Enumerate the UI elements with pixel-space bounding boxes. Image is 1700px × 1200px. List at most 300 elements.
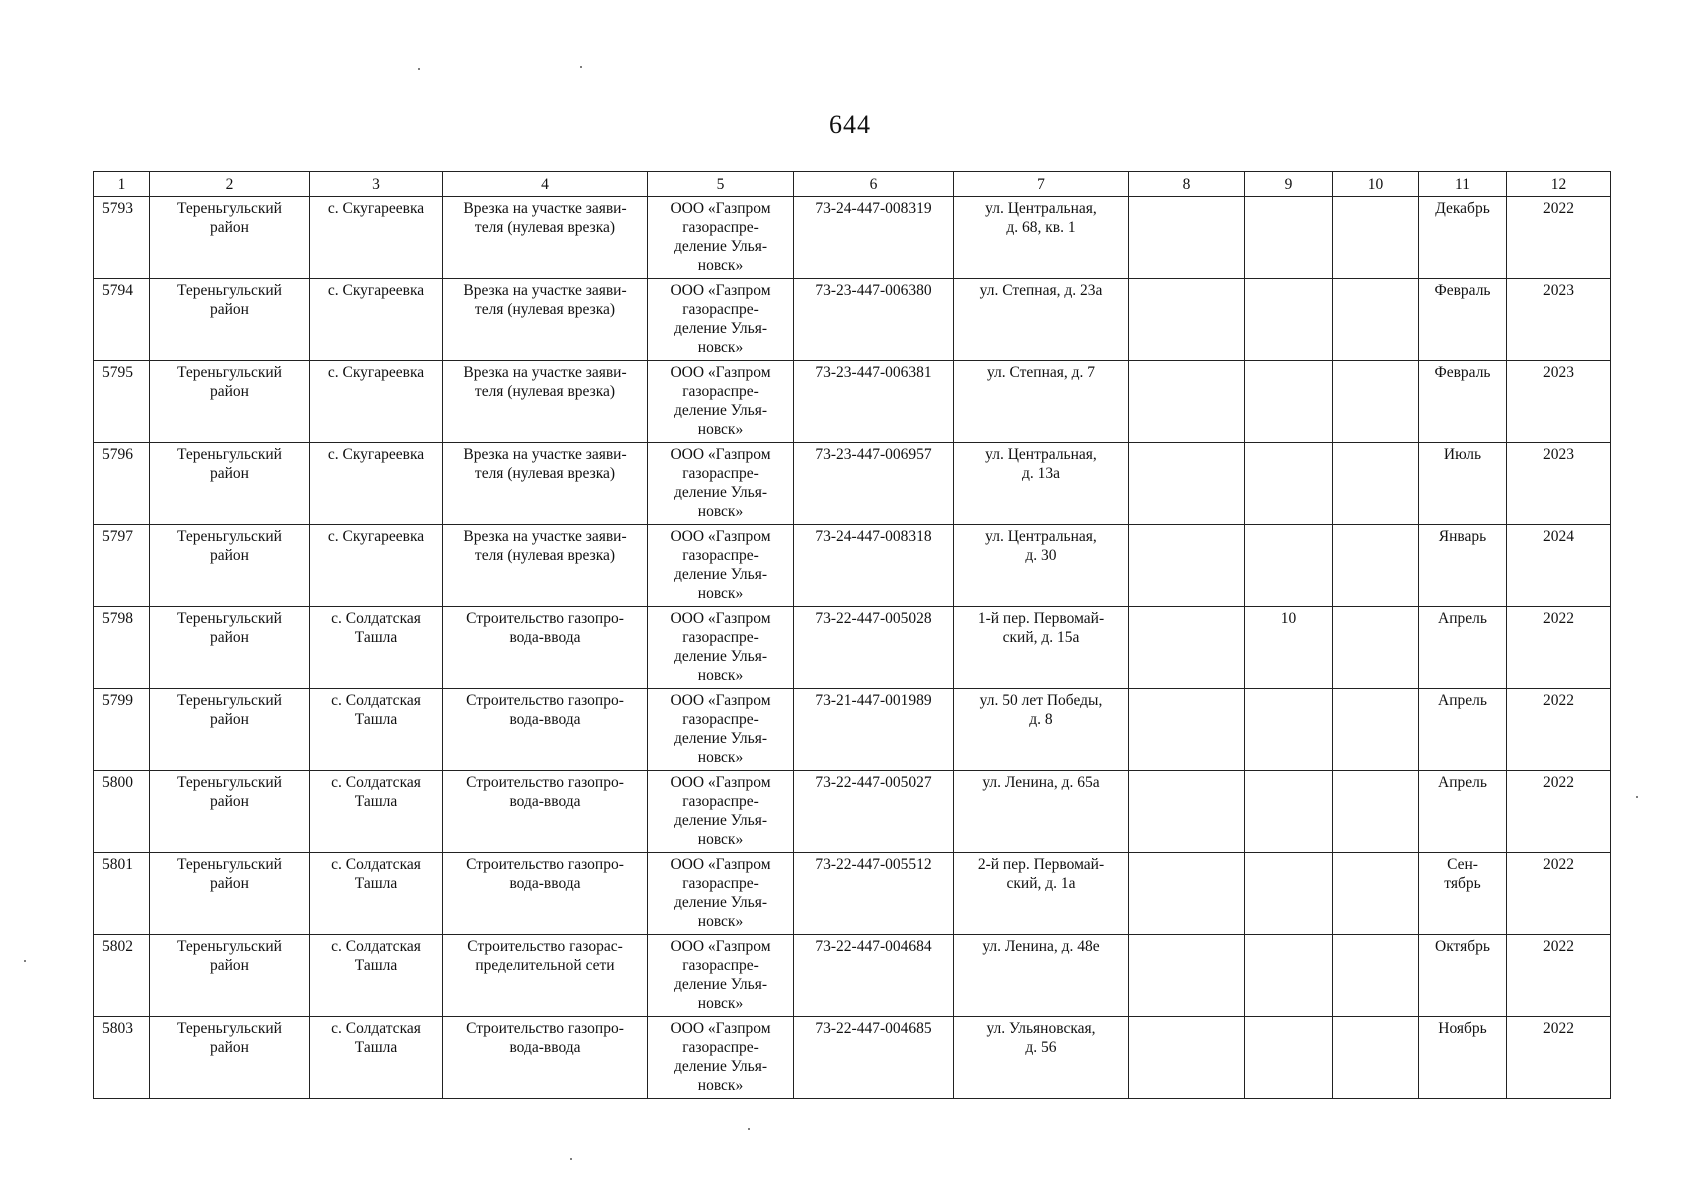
cell-text-line: пределительной сети bbox=[475, 957, 615, 974]
cell-text-line: 73-21-447-001989 bbox=[815, 692, 932, 709]
cell-text-line: ул. Ленина, д. 65а bbox=[982, 774, 1100, 791]
cell-text-line: теля (нулевая врезка) bbox=[474, 219, 616, 236]
scan-speck bbox=[1636, 796, 1638, 798]
cell-text-line: 73-22-447-005027 bbox=[815, 774, 932, 791]
column-number-row bbox=[94, 172, 1611, 197]
table-cell bbox=[1419, 279, 1507, 361]
table-cell bbox=[1245, 279, 1333, 361]
cell-text-line: Ноябрь bbox=[1438, 1020, 1487, 1037]
table-cell bbox=[1245, 1017, 1333, 1099]
cell-text-line: Тереньгульский bbox=[177, 200, 282, 217]
table-cell bbox=[954, 771, 1129, 853]
cell-text-line: Февраль bbox=[1434, 282, 1491, 299]
cell-text-line: с. Скугареевка bbox=[327, 364, 425, 381]
table-cell bbox=[1419, 1017, 1507, 1099]
empty-cell bbox=[1249, 691, 1328, 692]
cell-text-line: новск» bbox=[697, 1077, 744, 1094]
table-cell bbox=[1507, 361, 1611, 443]
column-header: 3 bbox=[310, 172, 443, 197]
empty-cell bbox=[1337, 445, 1414, 446]
cell-text-line: район bbox=[210, 219, 249, 236]
table-cell bbox=[954, 525, 1129, 607]
table-cell bbox=[310, 361, 443, 443]
empty-cell bbox=[1249, 527, 1328, 528]
table-cell bbox=[1333, 935, 1419, 1017]
cell-text-line: Тереньгульский bbox=[177, 282, 282, 299]
table-cell bbox=[310, 1017, 443, 1099]
empty-cell bbox=[1337, 527, 1414, 528]
table-row bbox=[94, 689, 1611, 771]
cell-text-line: 5798 bbox=[102, 610, 133, 627]
cell-text-line: Тереньгульский bbox=[177, 364, 282, 381]
cell-text-line: д. 30 bbox=[1025, 547, 1057, 564]
table-cell bbox=[648, 771, 794, 853]
cell-text-line: 73-23-447-006381 bbox=[815, 364, 932, 381]
table-row bbox=[94, 443, 1611, 525]
cell-text-line: ООО «Газпром bbox=[670, 610, 771, 627]
cell-text-line: деление Улья- bbox=[673, 484, 768, 501]
table-cell bbox=[1419, 361, 1507, 443]
cell-text-line: Январь bbox=[1438, 528, 1487, 545]
cell-text-line: Врезка на участке заяви- bbox=[463, 200, 627, 217]
cell-text-line: деление Улья- bbox=[673, 1058, 768, 1075]
cell-text-line: вода-ввода bbox=[509, 711, 581, 728]
table-cell bbox=[794, 689, 954, 771]
table-cell bbox=[954, 279, 1129, 361]
cell-text-line: Апрель bbox=[1438, 692, 1487, 709]
cell-text-line: 5797 bbox=[102, 528, 133, 545]
empty-cell bbox=[1133, 691, 1240, 692]
table-cell bbox=[443, 197, 648, 279]
cell-text-line: вода-ввода bbox=[509, 793, 581, 810]
cell-text-line: 2022 bbox=[1543, 610, 1574, 627]
cell-text-line: 2022 bbox=[1543, 200, 1574, 217]
table-cell bbox=[1333, 525, 1419, 607]
cell-text-line: 5799 bbox=[102, 692, 133, 709]
table-cell bbox=[648, 279, 794, 361]
table-cell bbox=[648, 689, 794, 771]
cell-text-line: ул. Центральная, bbox=[985, 528, 1097, 545]
cell-text-line: с. Солдатская bbox=[331, 1020, 421, 1037]
table-cell bbox=[1419, 197, 1507, 279]
table-cell bbox=[1507, 607, 1611, 689]
table-cell bbox=[794, 361, 954, 443]
cell-text-line: 73-23-447-006957 bbox=[815, 446, 932, 463]
cell-text-line: газораспре- bbox=[682, 793, 759, 810]
cell-text-line: ул. Степная, д. 7 bbox=[986, 364, 1096, 381]
cell-text-line: теля (нулевая врезка) bbox=[474, 301, 616, 318]
cell-text-line: деление Улья- bbox=[673, 402, 768, 419]
table-cell bbox=[443, 935, 648, 1017]
column-header: 10 bbox=[1333, 172, 1419, 197]
cell-text-line: район bbox=[210, 793, 249, 810]
cell-text-line: с. Солдатская bbox=[331, 938, 421, 955]
table-cell bbox=[794, 525, 954, 607]
cell-text-line: Строительство газопро- bbox=[466, 774, 624, 791]
table-cell bbox=[443, 607, 648, 689]
cell-text-line: деление Улья- bbox=[673, 730, 768, 747]
cell-text-line: Тереньгульский bbox=[177, 938, 282, 955]
cell-text-line: с. Солдатская bbox=[331, 856, 421, 873]
table-cell bbox=[1333, 771, 1419, 853]
column-header: 4 bbox=[443, 172, 648, 197]
cell-text-line: газораспре- bbox=[682, 547, 759, 564]
table-cell bbox=[1333, 361, 1419, 443]
table-header bbox=[94, 172, 1611, 197]
table-cell bbox=[150, 1017, 310, 1099]
table-cell bbox=[94, 689, 150, 771]
table-body bbox=[94, 197, 1611, 1099]
cell-text-line: Тереньгульский bbox=[177, 774, 282, 791]
cell-text-line: газораспре- bbox=[682, 629, 759, 646]
table-cell bbox=[954, 935, 1129, 1017]
table-cell bbox=[1245, 853, 1333, 935]
cell-text-line: ул. Ульяновская, bbox=[986, 1020, 1096, 1037]
cell-text-line: деление Улья- bbox=[673, 320, 768, 337]
table-cell bbox=[1419, 525, 1507, 607]
cell-text-line: новск» bbox=[697, 339, 744, 356]
table-cell bbox=[1129, 279, 1245, 361]
table-cell bbox=[794, 443, 954, 525]
cell-text-line: 5793 bbox=[102, 200, 133, 217]
table-cell bbox=[1333, 443, 1419, 525]
cell-text-line: новск» bbox=[697, 257, 744, 274]
empty-cell bbox=[1133, 199, 1240, 200]
table-cell bbox=[1129, 771, 1245, 853]
table-cell bbox=[1419, 443, 1507, 525]
cell-text-line: 2024 bbox=[1543, 528, 1574, 545]
cell-text-line: вода-ввода bbox=[509, 1039, 581, 1056]
cell-text-line: ООО «Газпром bbox=[670, 200, 771, 217]
cell-text-line: 73-24-447-008318 bbox=[815, 528, 932, 545]
table-cell bbox=[150, 525, 310, 607]
table-cell bbox=[310, 689, 443, 771]
table-cell bbox=[954, 443, 1129, 525]
cell-text-line: Тереньгульский bbox=[177, 610, 282, 627]
page-number: 644 bbox=[829, 110, 871, 139]
cell-text-line: газораспре- bbox=[682, 301, 759, 318]
cell-text-line: район bbox=[210, 875, 249, 892]
cell-text-line: район bbox=[210, 465, 249, 482]
cell-text-line: район bbox=[210, 301, 249, 318]
table-cell bbox=[150, 607, 310, 689]
table-cell bbox=[648, 853, 794, 935]
cell-text-line: район bbox=[210, 957, 249, 974]
table-cell bbox=[1129, 197, 1245, 279]
table-cell bbox=[794, 935, 954, 1017]
table-cell bbox=[1333, 689, 1419, 771]
empty-cell bbox=[1249, 445, 1328, 446]
cell-text-line: 73-22-447-004685 bbox=[815, 1020, 932, 1037]
cell-text-line: район bbox=[210, 629, 249, 646]
empty-cell bbox=[1133, 445, 1240, 446]
table-cell bbox=[648, 361, 794, 443]
table-cell bbox=[310, 279, 443, 361]
scan-speck bbox=[418, 68, 420, 70]
table-cell bbox=[1129, 525, 1245, 607]
table-cell bbox=[1245, 935, 1333, 1017]
cell-text-line: Октябрь bbox=[1435, 938, 1490, 955]
table-cell bbox=[443, 361, 648, 443]
cell-text-line: с. Скугареевка bbox=[327, 282, 425, 299]
table-cell bbox=[310, 853, 443, 935]
empty-cell bbox=[1249, 199, 1328, 200]
cell-text-line: с. Скугареевка bbox=[327, 446, 425, 463]
column-header: 8 bbox=[1129, 172, 1245, 197]
empty-cell bbox=[1249, 363, 1328, 364]
table-cell bbox=[1507, 197, 1611, 279]
cell-text-line: новск» bbox=[697, 913, 744, 930]
cell-text-line: 2-й пер. Первомай- bbox=[977, 856, 1105, 873]
cell-text-line: Ташла bbox=[354, 1039, 398, 1056]
empty-cell bbox=[1133, 527, 1240, 528]
cell-text-line: Тереньгульский bbox=[177, 446, 282, 463]
scan-speck bbox=[580, 66, 582, 68]
table-cell bbox=[1129, 689, 1245, 771]
table-cell bbox=[310, 607, 443, 689]
table-cell bbox=[1507, 689, 1611, 771]
cell-text-line: вода-ввода bbox=[509, 629, 581, 646]
cell-text-line: газораспре- bbox=[682, 711, 759, 728]
cell-text-line: 5794 bbox=[102, 282, 133, 299]
empty-cell bbox=[1133, 937, 1240, 938]
cell-text-line: 5803 bbox=[102, 1020, 133, 1037]
table-cell bbox=[443, 443, 648, 525]
cell-text-line: 73-22-447-004684 bbox=[815, 938, 932, 955]
cell-text-line: Строительство газопро- bbox=[466, 610, 624, 627]
column-header: 11 bbox=[1419, 172, 1507, 197]
cell-text-line: район bbox=[210, 711, 249, 728]
cell-text-line: 2023 bbox=[1543, 446, 1574, 463]
cell-text-line: газораспре- bbox=[682, 219, 759, 236]
table-cell bbox=[1333, 607, 1419, 689]
table-cell bbox=[1245, 443, 1333, 525]
cell-text-line: Ташла bbox=[354, 793, 398, 810]
table-cell bbox=[794, 853, 954, 935]
cell-text-line: новск» bbox=[697, 421, 744, 438]
table-row bbox=[94, 525, 1611, 607]
table-cell bbox=[150, 361, 310, 443]
cell-text-line: ООО «Газпром bbox=[670, 938, 771, 955]
cell-text-line: Тереньгульский bbox=[177, 856, 282, 873]
column-header: 9 bbox=[1245, 172, 1333, 197]
table-cell bbox=[794, 197, 954, 279]
cell-text-line: с. Солдатская bbox=[331, 774, 421, 791]
table-cell bbox=[94, 197, 150, 279]
cell-text-line: Тереньгульский bbox=[177, 1020, 282, 1037]
empty-cell bbox=[1249, 773, 1328, 774]
cell-text-line: деление Улья- bbox=[673, 812, 768, 829]
cell-text-line: газораспре- bbox=[682, 1039, 759, 1056]
cell-text-line: Тереньгульский bbox=[177, 692, 282, 709]
cell-text-line: д. 8 bbox=[1029, 711, 1053, 728]
cell-text-line: ООО «Газпром bbox=[670, 1020, 771, 1037]
table-cell bbox=[443, 771, 648, 853]
table-cell bbox=[1129, 443, 1245, 525]
empty-cell bbox=[1133, 609, 1240, 610]
cell-text-line: Строительство газопро- bbox=[466, 856, 624, 873]
table-cell bbox=[1245, 525, 1333, 607]
empty-cell bbox=[1133, 363, 1240, 364]
table-cell bbox=[1245, 771, 1333, 853]
table-row bbox=[94, 771, 1611, 853]
column-header: 6 bbox=[794, 172, 954, 197]
empty-cell bbox=[1337, 1019, 1414, 1020]
cell-text-line: д. 13а bbox=[1021, 465, 1061, 482]
cell-text-line: 5802 bbox=[102, 938, 133, 955]
cell-text-line: ул. 50 лет Победы, bbox=[979, 692, 1103, 709]
table-cell bbox=[94, 525, 150, 607]
empty-cell bbox=[1337, 281, 1414, 282]
table-cell bbox=[1507, 1017, 1611, 1099]
cell-text-line: 2023 bbox=[1543, 364, 1574, 381]
table-cell bbox=[310, 443, 443, 525]
cell-text-line: ООО «Газпром bbox=[670, 282, 771, 299]
cell-text-line: новск» bbox=[697, 667, 744, 684]
table-cell bbox=[1507, 443, 1611, 525]
cell-text-line: Ташла bbox=[354, 629, 398, 646]
cell-text-line: Ташла bbox=[354, 875, 398, 892]
cell-text-line: ул. Центральная, bbox=[985, 200, 1097, 217]
table-cell bbox=[1129, 853, 1245, 935]
cell-text-line: ул. Ленина, д. 48е bbox=[982, 938, 1100, 955]
cell-text-line: новск» bbox=[697, 503, 744, 520]
table-cell bbox=[310, 935, 443, 1017]
table-cell bbox=[794, 771, 954, 853]
cell-text-line: ООО «Газпром bbox=[670, 856, 771, 873]
scan-speck bbox=[748, 1128, 750, 1130]
table-cell bbox=[150, 689, 310, 771]
table-row bbox=[94, 197, 1611, 279]
cell-text-line: 73-22-447-005028 bbox=[815, 610, 932, 627]
table-cell bbox=[443, 1017, 648, 1099]
cell-text-line: ООО «Газпром bbox=[670, 364, 771, 381]
cell-text-line: Апрель bbox=[1438, 610, 1487, 627]
table-cell bbox=[794, 279, 954, 361]
table-cell bbox=[94, 443, 150, 525]
table-cell bbox=[648, 935, 794, 1017]
table-cell bbox=[1245, 197, 1333, 279]
register-table bbox=[93, 171, 1611, 1099]
cell-text-line: ООО «Газпром bbox=[670, 446, 771, 463]
table-cell bbox=[954, 607, 1129, 689]
cell-text-line: вода-ввода bbox=[509, 875, 581, 892]
table-cell bbox=[94, 607, 150, 689]
cell-text-line: с. Скугареевка bbox=[327, 200, 425, 217]
empty-cell bbox=[1133, 281, 1240, 282]
table-cell bbox=[94, 935, 150, 1017]
cell-text-line: теля (нулевая врезка) bbox=[474, 547, 616, 564]
table-cell bbox=[150, 853, 310, 935]
table-cell bbox=[648, 197, 794, 279]
cell-text-line: 2022 bbox=[1543, 774, 1574, 791]
table-cell bbox=[94, 1017, 150, 1099]
table-cell bbox=[794, 1017, 954, 1099]
table-cell bbox=[1507, 935, 1611, 1017]
cell-text-line: ООО «Газпром bbox=[670, 528, 771, 545]
cell-text-line: деление Улья- bbox=[673, 238, 768, 255]
empty-cell bbox=[1337, 609, 1414, 610]
table-cell bbox=[94, 853, 150, 935]
cell-text-line: теля (нулевая врезка) bbox=[474, 383, 616, 400]
cell-text-line: Строительство газопро- bbox=[466, 1020, 624, 1037]
empty-cell bbox=[1249, 937, 1328, 938]
table-cell bbox=[1419, 935, 1507, 1017]
cell-text-line: Строительство газорас- bbox=[467, 938, 623, 955]
empty-cell bbox=[1133, 1019, 1240, 1020]
column-header: 1 bbox=[94, 172, 150, 197]
table-cell bbox=[94, 361, 150, 443]
cell-text-line: Февраль bbox=[1434, 364, 1491, 381]
cell-text-line: газораспре- bbox=[682, 465, 759, 482]
cell-text-line: газораспре- bbox=[682, 957, 759, 974]
cell-text-line: 2022 bbox=[1543, 938, 1574, 955]
cell-text-line: Врезка на участке заяви- bbox=[463, 364, 627, 381]
table-cell bbox=[1419, 689, 1507, 771]
empty-cell bbox=[1337, 199, 1414, 200]
column-header: 12 bbox=[1507, 172, 1611, 197]
cell-text-line: новск» bbox=[697, 831, 744, 848]
empty-cell bbox=[1133, 773, 1240, 774]
column-header: 2 bbox=[150, 172, 310, 197]
cell-text-line: ООО «Газпром bbox=[670, 692, 771, 709]
table-cell bbox=[94, 279, 150, 361]
table-cell bbox=[648, 607, 794, 689]
cell-text-line: ООО «Газпром bbox=[670, 774, 771, 791]
cell-text-line: новск» bbox=[697, 995, 744, 1012]
cell-text-line: район bbox=[210, 547, 249, 564]
table-row bbox=[94, 853, 1611, 935]
table-cell bbox=[954, 689, 1129, 771]
cell-text-line: Врезка на участке заяви- bbox=[463, 528, 627, 545]
cell-text-line: Врезка на участке заяви- bbox=[463, 282, 627, 299]
cell-text-line: д. 56 bbox=[1025, 1039, 1057, 1056]
cell-text-line: 2022 bbox=[1543, 1020, 1574, 1037]
cell-text-line: новск» bbox=[697, 585, 744, 602]
cell-text-line: 10 bbox=[1280, 610, 1297, 627]
cell-text-line: новск» bbox=[697, 749, 744, 766]
cell-text-line: деление Улья- bbox=[673, 648, 768, 665]
empty-cell bbox=[1337, 691, 1414, 692]
cell-text-line: с. Солдатская bbox=[331, 610, 421, 627]
table-cell bbox=[1507, 279, 1611, 361]
table-row bbox=[94, 279, 1611, 361]
cell-text-line: с. Солдатская bbox=[331, 692, 421, 709]
cell-text-line: 2022 bbox=[1543, 692, 1574, 709]
table-cell bbox=[1507, 853, 1611, 935]
empty-cell bbox=[1249, 1019, 1328, 1020]
table-cell bbox=[94, 771, 150, 853]
cell-text-line: газораспре- bbox=[682, 383, 759, 400]
table-cell bbox=[1507, 771, 1611, 853]
empty-cell bbox=[1133, 855, 1240, 856]
empty-cell bbox=[1337, 773, 1414, 774]
empty-cell bbox=[1249, 281, 1328, 282]
cell-text-line: Строительство газопро- bbox=[466, 692, 624, 709]
column-header: 5 bbox=[648, 172, 794, 197]
table-cell bbox=[1245, 607, 1333, 689]
cell-text-line: тябрь bbox=[1444, 875, 1481, 892]
cell-text-line: район bbox=[210, 383, 249, 400]
cell-text-line: 2023 bbox=[1543, 282, 1574, 299]
table-cell bbox=[648, 443, 794, 525]
cell-text-line: 5795 bbox=[102, 364, 133, 381]
scan-speck bbox=[570, 1158, 572, 1160]
table-cell bbox=[1129, 607, 1245, 689]
table-cell bbox=[1129, 361, 1245, 443]
cell-text-line: Врезка на участке заяви- bbox=[463, 446, 627, 463]
table-cell bbox=[954, 1017, 1129, 1099]
